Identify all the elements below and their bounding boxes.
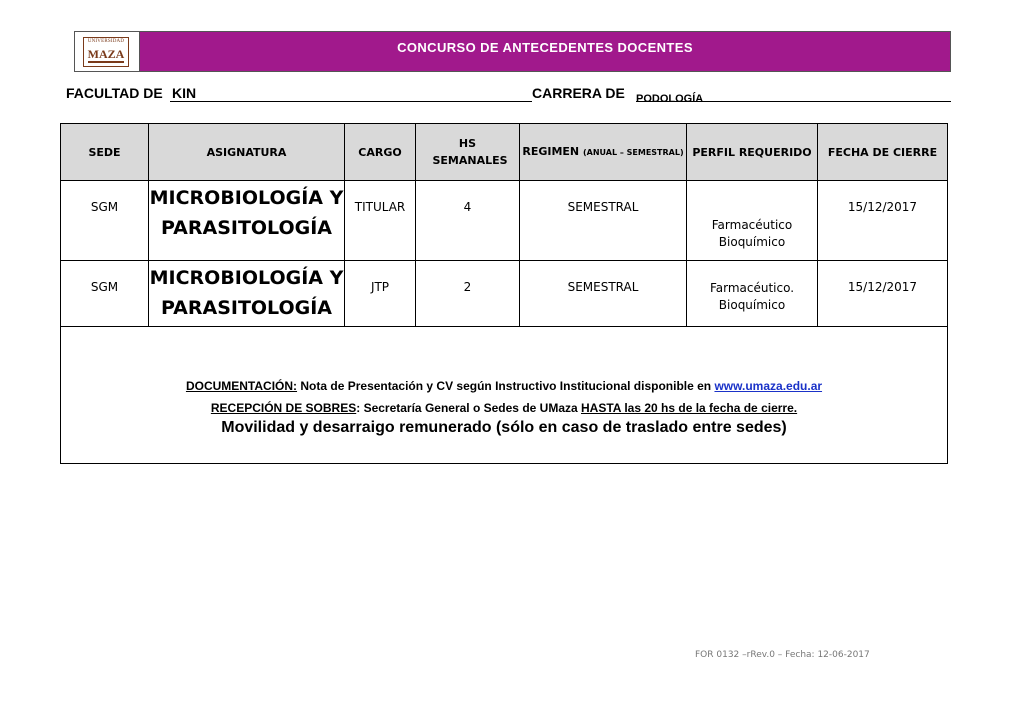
- logo-small-text: UNIVERSIDAD: [87, 39, 125, 44]
- cell-asignatura: MICROBIOLOGÍA Y PARASITOLOGÍA: [149, 181, 345, 261]
- logo-main-text: MAZA: [87, 47, 125, 61]
- notes-cell: [61, 327, 948, 464]
- perfil-text: Farmacéutico. Bioquímico: [709, 281, 795, 312]
- cell-sede: SGM: [61, 181, 149, 261]
- carrera-value: PODOLOGÍA: [636, 93, 704, 105]
- title-cell: [140, 32, 950, 71]
- positions-table: [60, 123, 948, 464]
- page-title: CONCURSO DE ANTECEDENTES DOCENTES: [397, 40, 693, 55]
- table-row: [61, 181, 948, 261]
- header-banner: [74, 31, 951, 72]
- recepcion-label: RECEPCIÓN DE SOBRES: [210, 401, 357, 415]
- cell-perfil: [687, 261, 818, 327]
- cell-perfil: [687, 181, 818, 261]
- logo-bar: [88, 61, 124, 63]
- documentacion-text: Nota de Presentación y CV según Instructivo Institucional disponible en: [297, 379, 715, 393]
- recepcion-tail: las 20 hs de la fecha de cierre.: [621, 401, 798, 415]
- logo-cell: [75, 32, 140, 71]
- cell-cargo: JTP: [345, 261, 416, 327]
- col-header-sede: SEDE: [61, 124, 149, 181]
- cell-hs: 4: [416, 181, 520, 261]
- carrera-field: [636, 85, 951, 105]
- documentacion-label: DOCUMENTACIÓN:: [185, 379, 298, 393]
- facultad-label: FACULTAD DE: [66, 85, 163, 101]
- cell-cargo: TITULAR: [345, 181, 416, 261]
- table-header-row: [61, 124, 948, 181]
- regimen-main: REGIMEN: [522, 144, 580, 158]
- cell-sede: SGM: [61, 261, 149, 327]
- col-header-asignatura: ASIGNATURA: [149, 124, 345, 181]
- cell-fecha: 15/12/2017: [818, 181, 948, 261]
- umaza-link[interactable]: www.umaza.edu.ar: [714, 379, 823, 393]
- university-logo: [83, 37, 129, 67]
- hs-header-text: HS SEMANALES: [432, 137, 508, 167]
- carrera-label: CARRERA DE: [532, 85, 625, 101]
- recepcion-text: : Secretaría General o Sedes de UMaza: [356, 401, 581, 415]
- table-row: [61, 261, 948, 327]
- col-header-cargo: CARGO: [345, 124, 416, 181]
- cell-regimen: SEMESTRAL: [520, 181, 687, 261]
- col-header-hs: [416, 124, 520, 181]
- recepcion-line: [61, 401, 947, 415]
- cell-fecha: 15/12/2017: [818, 261, 948, 327]
- perfil-text: Farmacéutico Bioquímico: [711, 218, 793, 249]
- facultad-value: KIN: [172, 85, 197, 101]
- movilidad-text: Movilidad y desarraigo remunerado (sólo en caso de traslado entre sedes): [221, 419, 787, 436]
- documentacion-line: [61, 379, 947, 393]
- regimen-small: (ANUAL – SEMESTRAL): [582, 147, 684, 157]
- cell-hs: 2: [416, 261, 520, 327]
- col-header-regimen: [520, 124, 687, 181]
- cell-regimen: SEMESTRAL: [520, 261, 687, 327]
- col-header-fecha: FECHA DE CIERRE: [818, 124, 948, 181]
- notes-row: [61, 327, 948, 464]
- cell-asignatura: MICROBIOLOGÍA Y PARASITOLOGÍA: [149, 261, 345, 327]
- form-code-footer: FOR 0132 –rRev.0 – Fecha: 12-06-2017: [695, 650, 870, 660]
- facultad-field: [170, 85, 532, 102]
- recepcion-hasta: HASTA: [581, 401, 621, 415]
- col-header-perfil: PERFIL REQUERIDO: [687, 124, 818, 181]
